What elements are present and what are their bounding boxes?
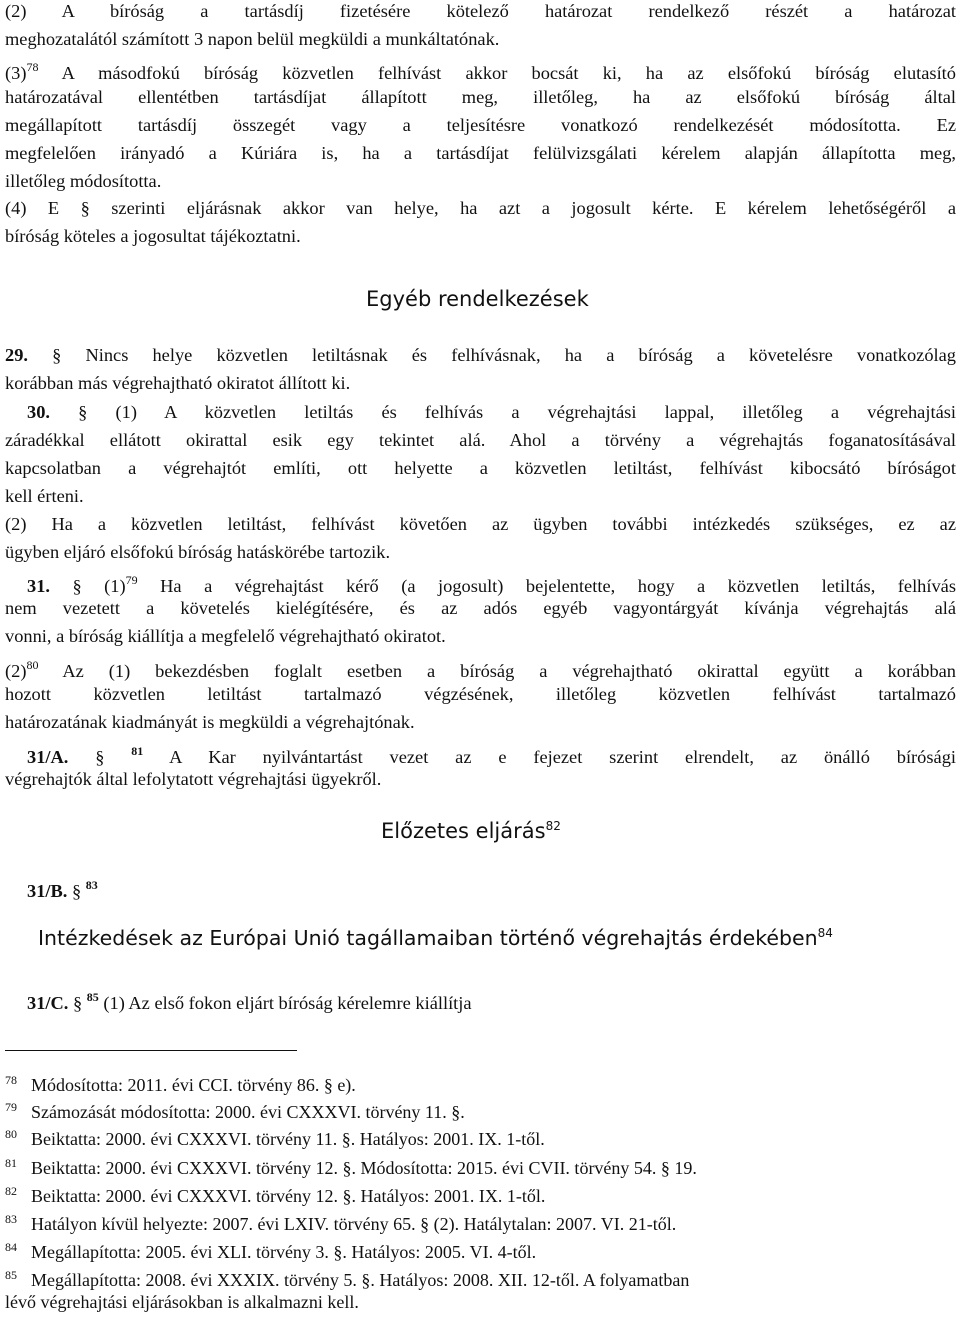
footnote-number: 84: [5, 1240, 17, 1254]
section-number: 31.: [27, 576, 50, 596]
text-line: határozatával ellentétben tartásdíjat állapított meg, illetőleg, ha az elsőfokú bíróság által: [5, 87, 956, 107]
footnote-number: 80: [5, 1127, 17, 1141]
footnote: 79 Számozását módosította: 2000. évi CXXXVI. törvény 11. §.: [5, 1094, 950, 1121]
footnote-ref[interactable]: 82: [545, 819, 561, 833]
text-line: korábban más végrehajtható okiratot állított ki.: [5, 373, 351, 393]
text-line: 31/A. § $^{81}$ A Kar nyilvántartást vezet az e fejezet szerint elrendelt, az önálló bírósági: [27, 744, 956, 767]
section-number: 30.: [27, 402, 50, 422]
text-line: $(2)^{80}$ Az (1) bekezdésben foglalt esetben a bíróság a végrehajtható okirattal együtt a korábban: [5, 658, 956, 681]
footnote-ref[interactable]: 81: [131, 744, 144, 758]
section-number: 31/B.: [27, 881, 68, 901]
footnote: 85 Megállapította: 2008. évi XXXIX. törvény 5. §. Hatályos: 2008. XII. 12-től. A folyamatban: [5, 1262, 950, 1289]
text-line: (2) Ha a közvetlen letiltást, felhívást követően az ügyben további intézkedés szükséges, ez az: [5, 514, 956, 534]
footnote-number: 85: [5, 1268, 17, 1282]
text-line: ügyben eljáró elsőfokú bíróság hatáskörébe tartozik.: [5, 542, 391, 562]
text-line: bíróság köteles a jogosultat tájékoztatni.: [5, 226, 301, 246]
footnote-separator: [5, 1050, 297, 1051]
footnote: 82 Beiktatta: 2000. évi CXXXVI. törvény 12. §. Hatályos: 2001. IX. 1-től.: [5, 1178, 950, 1205]
text-line: végrehajtók által lefolytatott végrehajtási ügyekről.: [5, 769, 382, 789]
section-number: 29.: [5, 345, 28, 365]
text-line: meghozatalától számított 3 napon belül megküldi a munkáltatónak.: [5, 29, 500, 49]
text-line: 31/B. § $^{83}$: [27, 878, 98, 901]
text-line: hozott közvetlen letiltást tartalmazó végzésének, illetőleg közvetlen felhívást tartalmazó: [5, 684, 956, 704]
section-heading: Intézkedések az Európai Unió tagállamaiban történő végrehajtás érdekében$^{84}$: [38, 926, 833, 950]
footnote: 80 Beiktatta: 2000. évi CXXXVI. törvény 11. §. Hatályos: 2001. IX. 1-től.: [5, 1121, 950, 1148]
text-line: $(3)^{78}$ A másodfokú bíróság közvetlen felhívást akkor bocsát ki, ha az elsőfokú bíróság elutasító: [5, 60, 956, 83]
text-line: határozatának kiadmányát is megküldi a végrehajtónak.: [5, 712, 415, 732]
footnote-ref[interactable]: 85: [86, 990, 99, 1004]
footnote-number: 81: [5, 1156, 17, 1170]
text-line: záradékkal ellátott okirattal esik egy tekintet alá. Ahol a törvény a végrehajtás foganatosításával: [5, 430, 956, 450]
section-number: 31/A.: [27, 747, 69, 767]
text-line: 30. § (1) A közvetlen letiltás és felhívás a végrehajtási lappal, illetőleg a végrehajtási: [27, 402, 956, 422]
footnote: 81 Beiktatta: 2000. évi CXXXVI. törvény 12. §. Módosította: 2015. évi CVII. törvény 54. § 19.: [5, 1150, 950, 1177]
section-number: 31/C.: [27, 993, 69, 1013]
footnote-number: 83: [5, 1212, 17, 1226]
text-line: nem vezetett a követelés kielégítésére, és az adós egyéb vagyontárgyát kívánja végrehajtás alá: [5, 598, 956, 618]
footnote-number: 79: [5, 1100, 17, 1114]
footnote-ref[interactable]: 84: [817, 926, 833, 940]
footnote-ref[interactable]: 80: [26, 658, 39, 672]
text-line: (2) A bíróság a tartásdíj fizetésére kötelező határozat rendelkező részét a határozat: [5, 1, 956, 21]
text-line: illetőleg módosította.: [5, 171, 162, 191]
text-line: kell érteni.: [5, 486, 84, 506]
footnote-continuation: lévő végrehajtási eljárásokban is alkalmazni kell.: [5, 1292, 359, 1312]
text-line: vonni, a bíróság kiállítja a megfelelő végrehajtható okiratot.: [5, 626, 446, 646]
text-line: 29. § Nincs helye közvetlen letiltásnak és felhívásnak, ha a bíróság a követelésre vonatkozólag: [5, 345, 956, 365]
section-heading: Előzetes eljárás$^{82}$: [381, 819, 561, 843]
text-line: megfelelően irányadó a Kúriára is, ha a tartásdíjat felülvizsgálati kérelem alapján állapította meg,: [5, 143, 956, 163]
text-line: megállapított tartásdíj összegét vagy a teljesítésre vonatkozó rendelkezését módosította. Ez: [5, 115, 956, 135]
footnote-number: 82: [5, 1184, 17, 1198]
footnote: 83 Hatályon kívül helyezte: 2007. évi LXIV. törvény 65. § (2). Hatálytalan: 2007. VI. 21-től.: [5, 1206, 950, 1233]
footnote: 84 Megállapította: 2005. évi XLI. törvény 3. §. Hatályos: 2005. VI. 4-től.: [5, 1234, 950, 1261]
text-line: kapcsolatban a végrehajtót említi, ott helyette a közvetlen letiltást, felhívást kibocsátó bíróságot: [5, 458, 956, 478]
footnote-ref[interactable]: 78: [26, 60, 39, 74]
section-heading: Egyéb rendelkezések: [366, 287, 589, 311]
footnote-ref[interactable]: 79: [125, 573, 138, 587]
footnote-number: 78: [5, 1073, 17, 1087]
footnote: 78 Módosította: 2011. évi CCI. törvény 86. § e).: [5, 1067, 950, 1094]
footnote-ref[interactable]: 83: [85, 878, 98, 892]
text-line: (4) E § szerinti eljárásnak akkor van helye, ha azt a jogosult kérte. E kérelem lehetőségéről a: [5, 198, 956, 218]
text-line: 31/C. § $^{85}$ (1) Az első fokon eljárt bíróság kérelemre kiállítja: [27, 990, 472, 1013]
text-line: 31. § $(1)^{79}$ Ha a végrehajtást kérő (a jogosult) bejelentette, hogy a közvetlen letiltás, felhívás: [27, 573, 956, 596]
